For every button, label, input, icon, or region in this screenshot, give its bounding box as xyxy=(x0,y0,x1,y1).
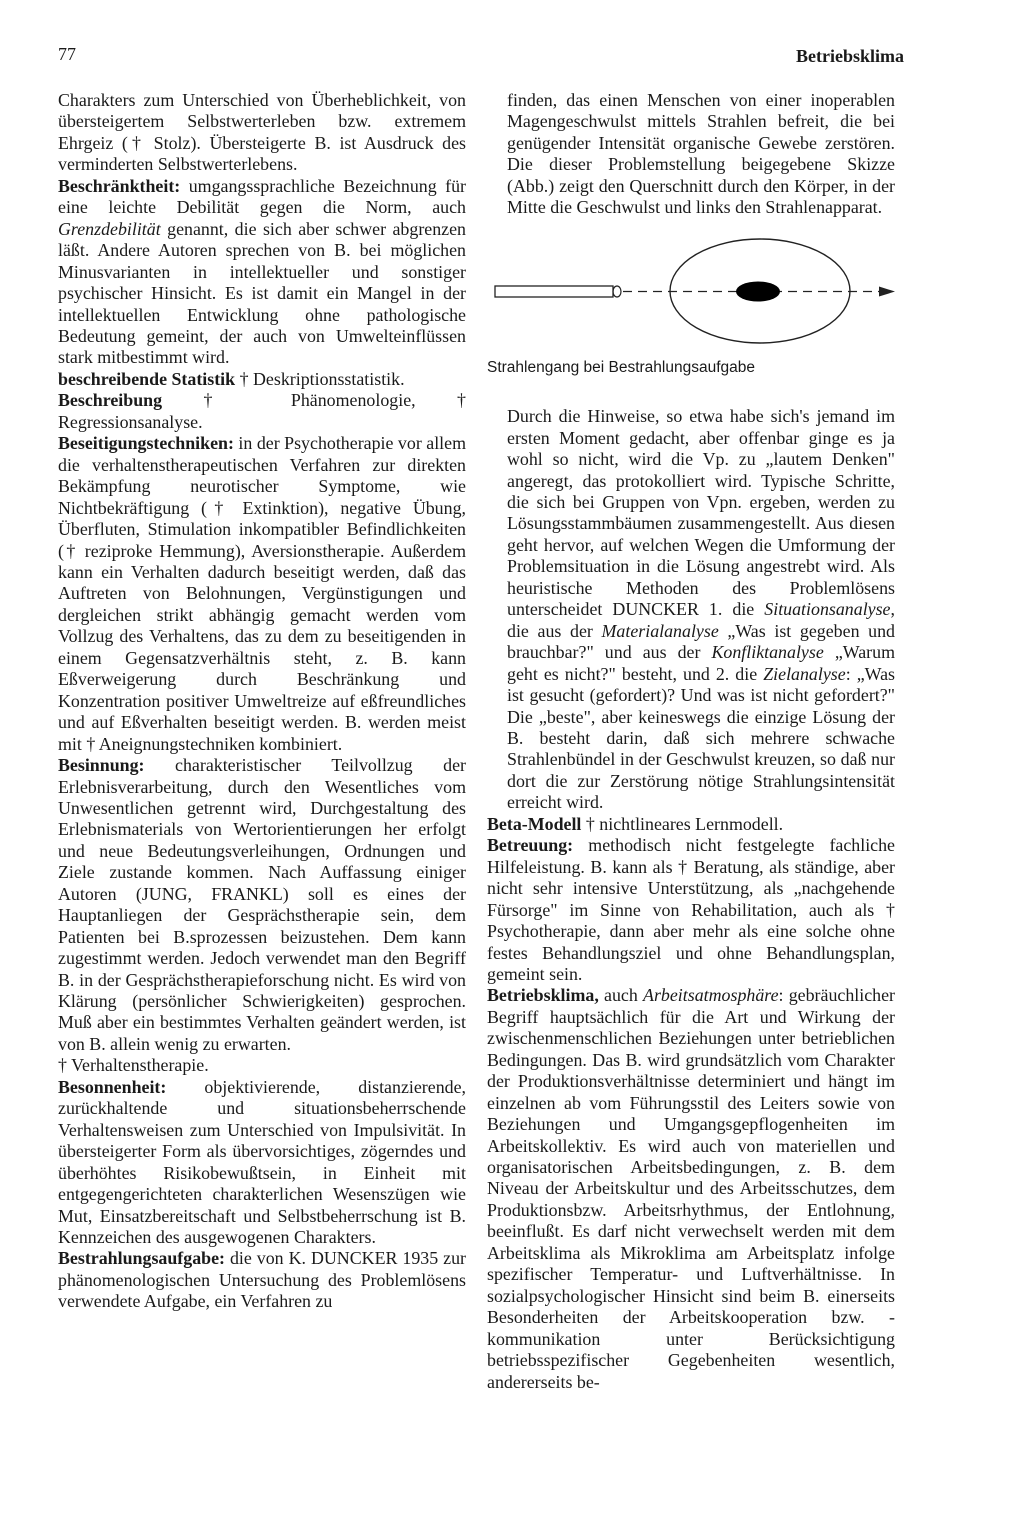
ray-arrowhead xyxy=(879,286,895,296)
entry-text: † Phänomenologie, † Regressionsanalyse. xyxy=(58,390,466,432)
paragraph-continuation: Charakters zum Unterschied von Überheblichkeit, von übersteigertem Selbstwerterleben bzw. extremem Ehrgeiz († Stolz). Übersteigerte B. ist Ausdruck des verminderten Selbstwerterlebens. xyxy=(58,90,466,175)
figure xyxy=(487,237,895,378)
page-number: 77 xyxy=(58,44,76,64)
radiation-diagram xyxy=(487,237,895,345)
paragraph-text: „Was ist gegeben und brauchbar?" und aus der xyxy=(507,620,896,663)
entry-beta-modell xyxy=(487,814,895,835)
entry-text: † nichtlineares Lernmodell. xyxy=(581,813,784,834)
right-column xyxy=(487,90,895,1393)
entry-term: Besinnung: xyxy=(58,755,145,776)
cross-reference: † Verhaltenstherapie. xyxy=(58,1055,209,1076)
entry-text: objektivierende, distanzierende, zurückhaltende und situationsbeherrschende Verhaltensweisen zum Unterschied von Impulsivität. In übersteigerter Form als übervorsichtiges, zögerndes und überhöhtes Risikobewußtsein, in Einheit mit entgegengerichteten charakterlichen Wesenszügen wie Mut, Einsatzbereitschaft und Selbstbeherrschung ist B. Kennzeichen des ausgewogenen Charakters. xyxy=(58,1076,466,1248)
entry-text: die von K. DUNCKER 1935 zur phänomenologischen Untersuchung des Problemlösens verwendete Aufgabe, ein Verfahren zu xyxy=(58,1248,466,1312)
italic-term: Zielanalyse xyxy=(763,663,846,684)
entry-term: Beschreibung xyxy=(58,390,163,411)
entry-beschraenktheit xyxy=(58,176,466,369)
entry-betriebsklima xyxy=(487,985,895,1393)
entry-term: Beschränktheit: xyxy=(58,175,181,196)
entry-term: beschreibende Statistik xyxy=(58,368,236,389)
entry-text: charakteristischer Teilvollzug der Erlebnisverarbeitung, durch den Wesentliches vom Unwesentlichen getrennt wird, Durchgestaltung des Erlebnismaterials von Wertorientierungen her erfolgt und neue Bedeutungsverleihungen, Ordnungen und Ziele zustande kommen. Nach Auffassung einiger Autoren (JUNG, FRANKL) soll es eines der Hauptanliegen der Gesprächstherapie sein, dem Patienten bei B.sprozessen beizustehen. Dem kann zugestimmt werden. Jedoch verwendet man den Begriff B. in der Gesprächstherapieforschung nicht. Es wird von Klärung (persönlicher Schwierigkeiten) gesprochen. Muß aber ein bestimmtes Verhalten geändert werden, ist von B. allein wenig zu erwarten. xyxy=(58,755,466,1054)
paragraph-text: „Warum geht es nicht?" besteht, und 2. die xyxy=(507,642,895,684)
paragraph-text: , die aus der xyxy=(507,599,895,641)
tumor xyxy=(736,281,780,301)
radiation-apparatus xyxy=(495,286,613,297)
entry-term: Beta-Modell xyxy=(487,813,582,834)
paragraph-text: Durch die Hinweise, so etwa habe sich's jemand im ersten Moment gedacht, aber offenbar ginge es ja wohl so nicht, wird die Vp. zu „lautem Denken" angeregt, das protokolliert wird. Typische Schritte, die sich bei Gruppen von Vpn. ergeben, werden zu Lösungsstammbäumen zusammengestellt. Aus diesen geht hervor, auf welchen Wegen die Umformung der Problemsituation in die Lösung angestrebt wird. Als heuristische Methoden des Problemlösens unterscheidet DUNCKER 1. die xyxy=(507,406,895,620)
figure-caption: Strahlengang bei Bestrahlungsaufgabe xyxy=(487,358,756,376)
entry-italic: Grenzdebilität xyxy=(58,218,161,239)
entry-text: methodisch nicht festgelegte fachliche Hilfeleistung. B. kann als † Beratung, als ständige, aber nicht sehr intensive Unterstützung, als „nachgehende Fürsorge" im Sinne von Rehabilitation, auch als † Psychotherapie, dann aber mehr als eine solche ohne festes Behandlungsziel und ohne Behandlungsplan, gemeint sein. xyxy=(487,835,895,984)
entry-besinnung xyxy=(58,755,466,1055)
entry-beseitigungstechniken xyxy=(58,433,466,755)
entry-text: umgangssprachliche Bezeichnung für eine leichte Debilität gegen die Norm, auch xyxy=(58,175,466,218)
entry-beschreibung xyxy=(58,390,466,433)
entry-besonnenheit xyxy=(58,1077,466,1249)
paragraph-continuation: finden, das einen Menschen von einer inoperablen Magengeschwulst mittels Strahlen befreit, die bei genügender Intensität organische Gewebe zerstören. Die dieser Problemstellung beigegebene Skizze (Abb.) zeigt den Querschnitt durch den Körper, in der Mitte die Geschwulst und links den Strahlenapparat. xyxy=(507,90,895,218)
entry-italic: Arbeitsatmosphäre xyxy=(643,985,779,1006)
entry-betreuung xyxy=(487,835,895,985)
left-column xyxy=(58,90,466,1313)
paragraph-duncker xyxy=(487,406,895,814)
entry-text: : gebräuchlicher Begriff hauptsächlich für die Art und Wirkung der zwischenmenschlichen Beziehungen unter betrieblichen Bedingungen. Das B. wird grundsätzlich vom Charakter der Produktionsverhältnisse determiniert und hängt im einzelnen ab vom Führungsstil des Leiters sowie von Beziehungen und Umgangsgepflogenheiten im Arbeitskollektiv. Es wird auch von materiellen und organisatorischen Arbeitsbedingungen, z. B. dem Niveau der Arbeitskultur und des Arbeitsschutzes, dem Produktionsbzw. Arbeitsrhythmus, der Entlohnung, beeinflußt. Es darf nicht verwechselt werden mit dem Arbeitsklima als Mikroklima am Arbeitsplatz infolge spezifischer Temperatur- und Luftverhältnisse. In sozialpsychologischer Hinsicht sind beim B. einerseits Besonderheiten der Arbeitskooperation bzw. -kommunikation unter Berücksichtigung betriebsspezifischer Gegebenheiten wesentlich, andererseits be- xyxy=(487,985,896,1392)
entry-text: in der Psychotherapie vor allem die verhaltenstherapeutischen Verfahren zur direkten Bekämpfung neurotischer Symptome, wie Nichtbekräftigung († Extinktion), negative Übung, Überfluten, Stimulation inkompatibler Befindlichkeiten († reziproke Hemmung), Aversionstherapie. Außerdem kann ein Verhalten dadurch beseitigt werden, daß das Auftreten von Belohnungen, Vergünstigungen und dergleichen strikt abhängig gemacht werden vom Vollzug des Verhaltens, das zu dem zu beseitigenden in einem Gegensatzverhältnis steht, z. B. kann Eßverweigerung durch Beschränkung und Konzentration positiver Umweltreize auf eßfreundliches und auf Eßverhalten beseitigt werden. B. werden meist mit † Aneignungstechniken kombiniert. xyxy=(58,433,466,754)
italic-term: Konfliktanalyse xyxy=(711,642,824,663)
entry-text: † Deskriptionsstatistik. xyxy=(235,368,405,389)
entry-term: Bestrahlungsaufgabe: xyxy=(58,1248,225,1269)
apparatus-nozzle xyxy=(613,286,621,297)
paragraph-text: : „Was ist gesucht (gefordert)? Und was ist nicht gefordert?" Die „beste", aber keineswegs die einzige Lösung der B. besteht darin, daß sich mehrere schwache Strahlenbündel in der Geschwulst kreuzen, so daß nur dort die zur Zerstörung nötige Strahlungsintensität erreicht wird. xyxy=(507,663,895,813)
entry-term: Betreuung: xyxy=(487,835,574,856)
entry-beschreibende-statistik xyxy=(58,369,466,390)
entry-term: Beseitigungstechniken: xyxy=(58,433,234,454)
entry-text: genannt, die sich aber schwer abgrenzen läßt. Andere Autoren sprechen von B. bei möglichen Minusvarianten in intellektueller und sonstiger psychischer Hinsicht. Es ist damit ein Mangel in der intellektuellen Entwicklung ohne pathologische Bedeutung gemeint, der auch von Umwelteinflüssen stark mitbestimmt wird. xyxy=(58,218,466,368)
entry-term: Besonnenheit: xyxy=(58,1076,167,1097)
entry-bestrahlungsaufgabe xyxy=(58,1248,466,1312)
entry-text: auch xyxy=(598,985,644,1006)
running-head: Betriebsklima xyxy=(796,46,904,66)
entry-term: Betriebsklima, xyxy=(487,985,599,1006)
italic-term: Situationsanalyse xyxy=(764,599,891,620)
italic-term: Materialanalyse xyxy=(601,620,719,641)
